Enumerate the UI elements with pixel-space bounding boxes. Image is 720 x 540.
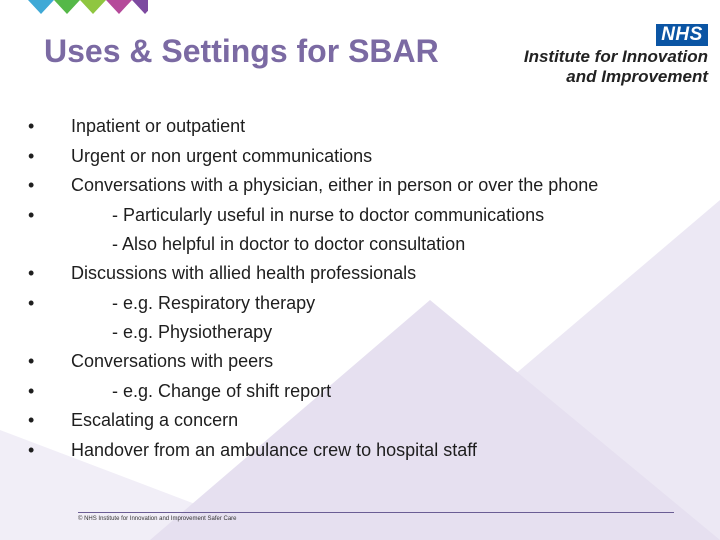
bullet-icon: • xyxy=(28,116,35,136)
bullet-text: - e.g. Respiratory therapy xyxy=(112,292,316,313)
bullet-text: Inpatient or outpatient xyxy=(71,116,246,136)
chevron-decoration-icon xyxy=(18,0,148,22)
bullet-icon: • xyxy=(28,380,35,401)
bullet-icon: • xyxy=(28,292,35,313)
bullet-text: Urgent or non urgent communications xyxy=(71,145,373,166)
bullet-item xyxy=(28,347,708,377)
bullet-icon: • xyxy=(28,175,35,195)
bullet-text: - Particularly useful in nurse to doctor communications xyxy=(112,204,545,225)
bullet-icon: • xyxy=(28,263,35,283)
bullet-text: Discussions with allied health professionals xyxy=(71,263,417,283)
bullet-item xyxy=(28,259,708,289)
nhs-institute-logo xyxy=(508,24,708,84)
bullet-icon: • xyxy=(28,439,35,460)
bullet-item-sub xyxy=(28,201,708,231)
nhs-logo-box: NHS xyxy=(656,24,708,46)
bullet-text: Conversations with a physician, either in person or over the phone xyxy=(71,175,599,195)
bullet-icon: • xyxy=(28,145,35,166)
bullet-item-sub xyxy=(28,289,708,319)
bullet-item xyxy=(28,112,708,142)
bullet-icon: • xyxy=(28,351,35,371)
bullet-icon: • xyxy=(28,204,35,225)
logo-line-2: and Improvement xyxy=(566,67,708,86)
bullet-item xyxy=(28,171,708,201)
bullet-item xyxy=(28,142,708,172)
bullet-continuation: - Also helpful in doctor to doctor consultation xyxy=(112,234,466,254)
bullet-text: Handover from an ambulance crew to hospital staff xyxy=(71,439,477,460)
bullet-list xyxy=(28,112,708,465)
bullet-text: - e.g. Change of shift report xyxy=(112,380,332,401)
footer-copyright: © NHS Institute for Innovation and Improvement Safer Care xyxy=(78,516,237,522)
bullet-icon: • xyxy=(28,410,35,430)
bullet-text: Conversations with peers xyxy=(71,351,274,371)
bullet-continuation: - e.g. Physiotherapy xyxy=(112,322,273,342)
bullet-text: Escalating a concern xyxy=(71,410,239,430)
bullet-item-sub xyxy=(28,377,708,407)
bullet-item xyxy=(28,436,708,466)
bullet-item xyxy=(28,406,708,436)
page-title: Uses & Settings for SBAR xyxy=(44,33,439,69)
footer-divider xyxy=(78,512,674,513)
logo-line-1: Institute for Innovation xyxy=(523,47,708,66)
